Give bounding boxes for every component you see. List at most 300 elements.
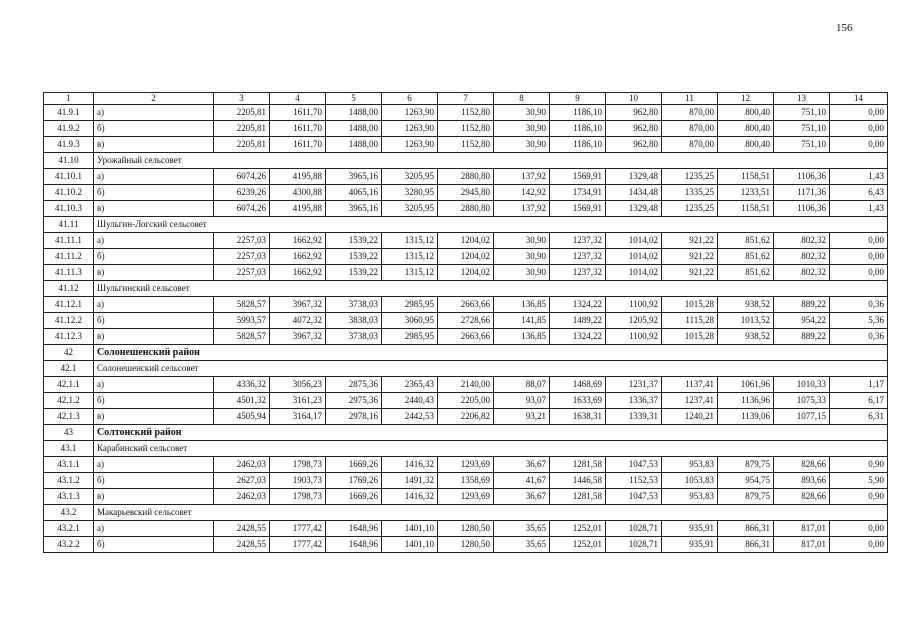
table-row — [44, 201, 888, 217]
value-cell: 1237,32 — [550, 249, 606, 265]
value-cell: 1237,41 — [662, 393, 718, 409]
value-cell: 1293,69 — [438, 489, 494, 505]
value-cell: 751,10 — [774, 105, 830, 121]
value-cell: 3967,32 — [270, 297, 326, 313]
column-header: 5 — [326, 93, 382, 105]
value-cell: 0,00 — [830, 121, 888, 137]
row-label: в) — [94, 265, 214, 281]
row-id: 43.1.3 — [44, 489, 94, 505]
value-cell: 3965,16 — [326, 169, 382, 185]
row-label: в) — [94, 409, 214, 425]
value-cell: 817,01 — [774, 521, 830, 537]
value-cell: 1488,00 — [326, 137, 382, 153]
value-cell: 1339,31 — [606, 409, 662, 425]
value-cell: 0,00 — [830, 537, 888, 553]
value-cell: 921,22 — [662, 233, 718, 249]
row-id: 43.2 — [44, 505, 94, 521]
value-cell: 879,75 — [718, 489, 774, 505]
value-cell: 0,36 — [830, 329, 888, 345]
value-cell: 2205,81 — [214, 137, 270, 153]
value-cell: 2428,55 — [214, 537, 270, 553]
value-cell: 935,91 — [662, 521, 718, 537]
value-cell: 6,17 — [830, 393, 888, 409]
value-cell: 35,65 — [494, 521, 550, 537]
column-header: 1 — [44, 93, 94, 105]
table-row — [44, 137, 888, 153]
value-cell: 1401,10 — [382, 537, 438, 553]
section-row — [44, 153, 888, 169]
value-cell: 5828,57 — [214, 329, 270, 345]
value-cell: 1798,73 — [270, 489, 326, 505]
value-cell: 0,00 — [830, 233, 888, 249]
value-cell: 3738,03 — [326, 329, 382, 345]
value-cell: 2205,00 — [438, 393, 494, 409]
value-cell: 1047,53 — [606, 457, 662, 473]
table-row — [44, 473, 888, 489]
value-cell: 1669,26 — [326, 457, 382, 473]
value-cell: 4336,32 — [214, 377, 270, 393]
column-header: 12 — [718, 93, 774, 105]
value-cell: 1061,96 — [718, 377, 774, 393]
value-cell: 1014,02 — [606, 233, 662, 249]
value-cell: 3967,32 — [270, 329, 326, 345]
value-cell: 0,00 — [830, 249, 888, 265]
value-cell: 2462,03 — [214, 457, 270, 473]
value-cell: 2462,03 — [214, 489, 270, 505]
value-cell: 1263,90 — [382, 137, 438, 153]
row-id: 41.9.3 — [44, 137, 94, 153]
row-label: б) — [94, 121, 214, 137]
value-cell: 30,90 — [494, 233, 550, 249]
table-row — [44, 249, 888, 265]
table-row — [44, 297, 888, 313]
section-title: Шульгин-Логский сельсовет — [94, 217, 888, 233]
value-cell: 1235,25 — [662, 201, 718, 217]
row-label: а) — [94, 105, 214, 121]
row-id: 42.1.2 — [44, 393, 94, 409]
row-id: 41.9.1 — [44, 105, 94, 121]
value-cell: 1539,22 — [326, 265, 382, 281]
value-cell: 3205,95 — [382, 201, 438, 217]
value-cell: 1186,10 — [550, 105, 606, 121]
value-cell: 800,40 — [718, 105, 774, 121]
row-label: а) — [94, 297, 214, 313]
value-cell: 828,66 — [774, 457, 830, 473]
row-label: б) — [94, 185, 214, 201]
value-cell: 2257,03 — [214, 233, 270, 249]
value-cell: 1539,22 — [326, 233, 382, 249]
value-cell: 1329,48 — [606, 201, 662, 217]
value-cell: 1186,10 — [550, 137, 606, 153]
value-cell: 1263,90 — [382, 121, 438, 137]
value-cell: 2257,03 — [214, 249, 270, 265]
column-header: 11 — [662, 93, 718, 105]
value-cell: 1115,28 — [662, 313, 718, 329]
value-cell: 1,17 — [830, 377, 888, 393]
district-row — [44, 345, 888, 361]
value-cell: 889,22 — [774, 297, 830, 313]
table-row — [44, 409, 888, 425]
value-cell: 1336,37 — [606, 393, 662, 409]
value-cell: 1315,12 — [382, 233, 438, 249]
value-cell: 866,31 — [718, 537, 774, 553]
row-id: 42.1.1 — [44, 377, 94, 393]
value-cell: 2428,55 — [214, 521, 270, 537]
value-cell: 1158,51 — [718, 169, 774, 185]
table-row — [44, 169, 888, 185]
section-row — [44, 281, 888, 297]
row-id: 41.11 — [44, 217, 94, 233]
value-cell: 1324,22 — [550, 297, 606, 313]
row-id: 41.12.3 — [44, 329, 94, 345]
value-cell: 1077,15 — [774, 409, 830, 425]
value-cell: 1158,51 — [718, 201, 774, 217]
value-cell: 0,00 — [830, 105, 888, 121]
value-cell: 1235,25 — [662, 169, 718, 185]
value-cell: 3280,95 — [382, 185, 438, 201]
value-cell: 921,22 — [662, 249, 718, 265]
value-cell: 1075,33 — [774, 393, 830, 409]
value-cell: 4195,88 — [270, 169, 326, 185]
value-cell: 1777,42 — [270, 537, 326, 553]
table-row — [44, 265, 888, 281]
table-header-row — [44, 93, 888, 105]
value-cell: 6074,26 — [214, 169, 270, 185]
value-cell: 3205,95 — [382, 169, 438, 185]
value-cell: 1152,80 — [438, 137, 494, 153]
table-row — [44, 185, 888, 201]
column-header: 8 — [494, 93, 550, 105]
value-cell: 921,22 — [662, 265, 718, 281]
value-cell: 1434,48 — [606, 185, 662, 201]
section-row — [44, 505, 888, 521]
value-cell: 1329,48 — [606, 169, 662, 185]
value-cell: 3060,95 — [382, 313, 438, 329]
value-cell: 953,83 — [662, 489, 718, 505]
value-cell: 30,90 — [494, 105, 550, 121]
table-row — [44, 121, 888, 137]
value-cell: 2140,00 — [438, 377, 494, 393]
value-cell: 1903,73 — [270, 473, 326, 489]
value-cell: 1662,92 — [270, 233, 326, 249]
value-cell: 1152,80 — [438, 121, 494, 137]
value-cell: 1569,91 — [550, 169, 606, 185]
table-row — [44, 521, 888, 537]
value-cell: 4505,94 — [214, 409, 270, 425]
value-cell: 962,80 — [606, 121, 662, 137]
row-label: а) — [94, 457, 214, 473]
value-cell: 3965,16 — [326, 201, 382, 217]
table-row — [44, 233, 888, 249]
value-cell: 0,00 — [830, 265, 888, 281]
value-cell: 2440,43 — [382, 393, 438, 409]
row-id: 41.10 — [44, 153, 94, 169]
section-title: Шульгинский сельсовет — [94, 281, 888, 297]
value-cell: 1028,71 — [606, 521, 662, 537]
value-cell: 1013,52 — [718, 313, 774, 329]
value-cell: 5993,57 — [214, 313, 270, 329]
value-cell: 1335,25 — [662, 185, 718, 201]
value-cell: 2978,16 — [326, 409, 382, 425]
value-cell: 893,66 — [774, 473, 830, 489]
value-cell: 851,62 — [718, 233, 774, 249]
value-cell: 1204,02 — [438, 233, 494, 249]
value-cell: 1,43 — [830, 169, 888, 185]
value-cell: 93,21 — [494, 409, 550, 425]
value-cell: 4501,32 — [214, 393, 270, 409]
value-cell: 870,00 — [662, 105, 718, 121]
value-cell: 136,85 — [494, 329, 550, 345]
value-cell: 1237,32 — [550, 233, 606, 249]
row-id: 43.1.2 — [44, 473, 94, 489]
value-cell: 879,75 — [718, 457, 774, 473]
value-cell: 1416,32 — [382, 457, 438, 473]
value-cell: 1798,73 — [270, 457, 326, 473]
value-cell: 1,43 — [830, 201, 888, 217]
value-cell: 3056,23 — [270, 377, 326, 393]
value-cell: 6074,26 — [214, 201, 270, 217]
value-cell: 2975,36 — [326, 393, 382, 409]
row-id: 41.9.2 — [44, 121, 94, 137]
table-row — [44, 489, 888, 505]
column-header: 14 — [830, 93, 888, 105]
value-cell: 3838,03 — [326, 313, 382, 329]
column-header: 13 — [774, 93, 830, 105]
district-title: Солтонский район — [94, 425, 888, 441]
row-label: б) — [94, 473, 214, 489]
row-label: б) — [94, 313, 214, 329]
value-cell: 1010,33 — [774, 377, 830, 393]
value-cell: 1205,92 — [606, 313, 662, 329]
section-row — [44, 217, 888, 233]
value-cell: 1569,91 — [550, 201, 606, 217]
column-header: 4 — [270, 93, 326, 105]
value-cell: 1662,92 — [270, 249, 326, 265]
value-cell: 1014,02 — [606, 249, 662, 265]
value-cell: 1152,80 — [438, 105, 494, 121]
value-cell: 851,62 — [718, 249, 774, 265]
value-cell: 1734,91 — [550, 185, 606, 201]
value-cell: 953,83 — [662, 457, 718, 473]
section-row — [44, 441, 888, 457]
value-cell: 1204,02 — [438, 265, 494, 281]
value-cell: 2875,36 — [326, 377, 382, 393]
value-cell: 6,43 — [830, 185, 888, 201]
value-cell: 1539,22 — [326, 249, 382, 265]
value-cell: 1139,06 — [718, 409, 774, 425]
value-cell: 1648,96 — [326, 537, 382, 553]
section-title: Урожайный сельсовет — [94, 153, 888, 169]
row-id: 41.11.3 — [44, 265, 94, 281]
section-row — [44, 361, 888, 377]
value-cell: 1237,32 — [550, 265, 606, 281]
table-row — [44, 457, 888, 473]
value-cell: 1769,26 — [326, 473, 382, 489]
column-header: 9 — [550, 93, 606, 105]
value-cell: 2985,95 — [382, 297, 438, 313]
value-cell: 2663,66 — [438, 297, 494, 313]
row-id: 43 — [44, 425, 94, 441]
value-cell: 1633,69 — [550, 393, 606, 409]
value-cell: 1293,69 — [438, 457, 494, 473]
value-cell: 938,52 — [718, 297, 774, 313]
value-cell: 1611,70 — [270, 105, 326, 121]
value-cell: 962,80 — [606, 137, 662, 153]
value-cell: 962,80 — [606, 105, 662, 121]
value-cell: 802,32 — [774, 233, 830, 249]
value-cell: 1468,69 — [550, 377, 606, 393]
value-cell: 1611,70 — [270, 121, 326, 137]
value-cell: 2442,53 — [382, 409, 438, 425]
row-label: в) — [94, 137, 214, 153]
column-header: 10 — [606, 93, 662, 105]
value-cell: 2627,03 — [214, 473, 270, 489]
value-cell: 5,36 — [830, 313, 888, 329]
row-id: 42.1 — [44, 361, 94, 377]
value-cell: 136,85 — [494, 297, 550, 313]
row-label: в) — [94, 329, 214, 345]
section-title: Карабинский сельсовет — [94, 441, 888, 457]
value-cell: 93,07 — [494, 393, 550, 409]
value-cell: 4300,88 — [270, 185, 326, 201]
column-header: 7 — [438, 93, 494, 105]
value-cell: 1611,70 — [270, 137, 326, 153]
value-cell: 1231,37 — [606, 377, 662, 393]
value-cell: 2206,82 — [438, 409, 494, 425]
value-cell: 1280,50 — [438, 521, 494, 537]
value-cell: 41,67 — [494, 473, 550, 489]
column-header: 3 — [214, 93, 270, 105]
section-title: Солонешенский сельсовет — [94, 361, 888, 377]
row-id: 41.12.2 — [44, 313, 94, 329]
value-cell: 36,67 — [494, 457, 550, 473]
data-table — [43, 92, 888, 553]
value-cell: 1171,36 — [774, 185, 830, 201]
value-cell: 1053,83 — [662, 473, 718, 489]
value-cell: 751,10 — [774, 121, 830, 137]
value-cell: 2365,43 — [382, 377, 438, 393]
value-cell: 35,65 — [494, 537, 550, 553]
value-cell: 5,90 — [830, 473, 888, 489]
value-cell: 2985,95 — [382, 329, 438, 345]
value-cell: 1324,22 — [550, 329, 606, 345]
value-cell: 137,92 — [494, 201, 550, 217]
row-label: в) — [94, 201, 214, 217]
value-cell: 1446,58 — [550, 473, 606, 489]
value-cell: 1280,50 — [438, 537, 494, 553]
value-cell: 1263,90 — [382, 105, 438, 121]
row-label: б) — [94, 249, 214, 265]
value-cell: 1489,22 — [550, 313, 606, 329]
value-cell: 1100,92 — [606, 329, 662, 345]
value-cell: 0,00 — [830, 521, 888, 537]
value-cell: 3161,23 — [270, 393, 326, 409]
value-cell: 1662,92 — [270, 265, 326, 281]
value-cell: 3738,03 — [326, 297, 382, 313]
value-cell: 1401,10 — [382, 521, 438, 537]
value-cell: 935,91 — [662, 537, 718, 553]
value-cell: 1186,10 — [550, 121, 606, 137]
row-id: 41.10.3 — [44, 201, 94, 217]
value-cell: 4065,16 — [326, 185, 382, 201]
row-id: 41.12 — [44, 281, 94, 297]
value-cell: 1028,71 — [606, 537, 662, 553]
value-cell: 1100,92 — [606, 297, 662, 313]
value-cell: 6,31 — [830, 409, 888, 425]
row-label: б) — [94, 393, 214, 409]
row-label: а) — [94, 233, 214, 249]
table-row — [44, 329, 888, 345]
value-cell: 1669,26 — [326, 489, 382, 505]
value-cell: 2880,80 — [438, 169, 494, 185]
value-cell: 1233,51 — [718, 185, 774, 201]
value-cell: 954,75 — [718, 473, 774, 489]
value-cell: 2728,66 — [438, 313, 494, 329]
row-id: 41.11.1 — [44, 233, 94, 249]
table-row — [44, 393, 888, 409]
value-cell: 2205,81 — [214, 121, 270, 137]
value-cell: 1315,12 — [382, 265, 438, 281]
value-cell: 142,92 — [494, 185, 550, 201]
value-cell: 1416,32 — [382, 489, 438, 505]
value-cell: 1648,96 — [326, 521, 382, 537]
page-number: 156 — [836, 22, 853, 34]
value-cell: 851,62 — [718, 265, 774, 281]
value-cell: 802,32 — [774, 265, 830, 281]
value-cell: 30,90 — [494, 121, 550, 137]
district-title: Солонешенский район — [94, 345, 888, 361]
row-id: 43.2.2 — [44, 537, 94, 553]
value-cell: 1015,28 — [662, 297, 718, 313]
row-id: 43.1 — [44, 441, 94, 457]
row-id: 43.1.1 — [44, 457, 94, 473]
value-cell: 1777,42 — [270, 521, 326, 537]
row-id: 41.11.2 — [44, 249, 94, 265]
value-cell: 2663,66 — [438, 329, 494, 345]
value-cell: 938,52 — [718, 329, 774, 345]
row-id: 43.2.1 — [44, 521, 94, 537]
column-header: 6 — [382, 93, 438, 105]
value-cell: 6239,26 — [214, 185, 270, 201]
value-cell: 1315,12 — [382, 249, 438, 265]
row-label: а) — [94, 169, 214, 185]
value-cell: 870,00 — [662, 121, 718, 137]
table-row — [44, 377, 888, 393]
value-cell: 1047,53 — [606, 489, 662, 505]
value-cell: 828,66 — [774, 489, 830, 505]
value-cell: 1204,02 — [438, 249, 494, 265]
value-cell: 1106,36 — [774, 169, 830, 185]
value-cell: 866,31 — [718, 521, 774, 537]
row-id: 41.10.1 — [44, 169, 94, 185]
row-id: 42.1.3 — [44, 409, 94, 425]
value-cell: 0,36 — [830, 297, 888, 313]
row-label: а) — [94, 377, 214, 393]
table-row — [44, 537, 888, 553]
value-cell: 88,07 — [494, 377, 550, 393]
value-cell: 1152,53 — [606, 473, 662, 489]
value-cell: 30,90 — [494, 265, 550, 281]
value-cell: 800,40 — [718, 121, 774, 137]
row-id: 41.10.2 — [44, 185, 94, 201]
value-cell: 4072,32 — [270, 313, 326, 329]
value-cell: 1488,00 — [326, 121, 382, 137]
section-title: Макарьевский сельсовет — [94, 505, 888, 521]
value-cell: 30,90 — [494, 137, 550, 153]
value-cell: 800,40 — [718, 137, 774, 153]
value-cell: 0,00 — [830, 137, 888, 153]
value-cell: 3164,17 — [270, 409, 326, 425]
